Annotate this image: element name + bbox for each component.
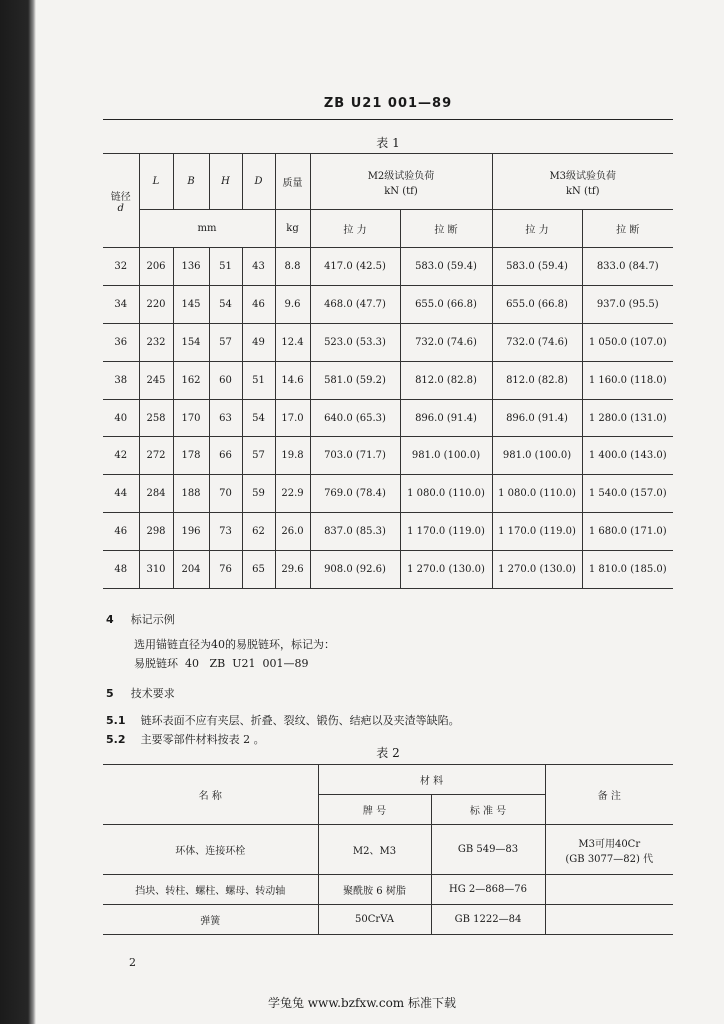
table2-body [103, 825, 673, 935]
table1-cell: 40 [103, 399, 139, 437]
table1-cell: 34 [103, 285, 139, 323]
m2-pull-header: 拉 力 [310, 210, 400, 248]
header-material: 材 料 [318, 765, 545, 795]
page-number: 2 [129, 956, 136, 969]
m2-break-header: 拉 断 [400, 210, 492, 248]
table1-cell: 1 270.0 (130.0) [492, 551, 582, 589]
section-5-2-number: 5.2 [106, 733, 126, 746]
section-5-1 [106, 709, 460, 728]
table2-cell-remark [545, 905, 673, 935]
header-standard: 标 准 号 [431, 795, 545, 825]
header-H: H [209, 154, 242, 210]
section-5-title: 技术要求 [130, 687, 175, 700]
table1-row [103, 513, 673, 551]
table1-cell: 44 [103, 475, 139, 513]
table1-cell: 154 [173, 323, 209, 361]
table1-cell: 981.0 (100.0) [492, 437, 582, 475]
table1-cell: 640.0 (65.3) [310, 399, 400, 437]
section-4-heading [106, 608, 175, 627]
m3-break-header: 拉 断 [582, 210, 673, 248]
footer-watermark: 学兔兔 www.bzfxw.com 标准下载 [267, 996, 457, 1010]
header-m3 [492, 154, 673, 210]
table2-cell-standard: GB 1222—84 [431, 905, 545, 935]
table1-cell: 46 [103, 513, 139, 551]
table1-row [103, 551, 673, 589]
section-5-number: 5 [106, 687, 114, 700]
table1-cell: 204 [173, 551, 209, 589]
table1-cell: 220 [139, 285, 173, 323]
table1-cell: 732.0 (74.6) [492, 323, 582, 361]
table-2 [103, 764, 673, 935]
table1-cell: 57 [209, 323, 242, 361]
table1-cell: 73 [209, 513, 242, 551]
table2-cell-standard: HG 2—868—76 [431, 875, 545, 905]
header-rule [103, 119, 673, 120]
table1-cell: 59 [242, 475, 275, 513]
table2-header-row-1 [103, 765, 673, 795]
header-m3-title: M3级试验负荷 [549, 170, 617, 182]
table2-remark-line: M3可用40Cr [578, 838, 641, 850]
table1-cell: 581.0 (59.2) [310, 361, 400, 399]
table2-cell-standard: GB 549—83 [431, 825, 545, 875]
table2-cell-remark [545, 825, 673, 875]
header-chain-dia [103, 154, 139, 248]
table1-cell: 51 [242, 361, 275, 399]
table1-cell: 896.0 (91.4) [492, 399, 582, 437]
table1-cell: 54 [209, 285, 242, 323]
section-5-1-text: 链环表面不应有夹层、折叠、裂纹、锻伤、结疤以及夹渣等缺陷。 [140, 714, 460, 727]
table1-cell: 468.0 (47.7) [310, 285, 400, 323]
table1-cell: 232 [139, 323, 173, 361]
table1-cell: 36 [103, 323, 139, 361]
header-m3-unit: kN (tf) [565, 185, 600, 197]
table1-cell: 284 [139, 475, 173, 513]
table1-cell: 1 280.0 (131.0) [582, 399, 673, 437]
table1-cell: 583.0 (59.4) [400, 248, 492, 286]
header-m2 [310, 154, 492, 210]
table1-cell: 523.0 (53.3) [310, 323, 400, 361]
table1-cell: 66 [209, 437, 242, 475]
table1-cell: 298 [139, 513, 173, 551]
table2-remark-line: (GB 3077—82) 代 [565, 853, 654, 865]
header-m2-title: M2级试验负荷 [367, 170, 435, 182]
table1-cell: 178 [173, 437, 209, 475]
table1-cell: 38 [103, 361, 139, 399]
table2-cell-name: 弹簧 [103, 905, 318, 935]
table1-cell: 19.8 [275, 437, 310, 475]
table1-cell: 9.6 [275, 285, 310, 323]
table1-cell: 258 [139, 399, 173, 437]
table1-cell: 937.0 (95.5) [582, 285, 673, 323]
table2-cell-name: 挡块、转柱、螺柱、螺母、转动轴 [103, 875, 318, 905]
table1-cell: 310 [139, 551, 173, 589]
table1-cell: 14.6 [275, 361, 310, 399]
table1-body [103, 248, 673, 589]
table1-caption: 表 1 [376, 136, 400, 150]
table1-cell: 1 540.0 (157.0) [582, 475, 673, 513]
table1-cell: 65 [242, 551, 275, 589]
section-4-title: 标记示例 [130, 613, 175, 626]
table1-cell: 42 [103, 437, 139, 475]
table2-cell-name: 环体、连接环栓 [103, 825, 318, 875]
table1-cell: 63 [209, 399, 242, 437]
section-4-line-2: 易脱链环 40 ZB U21 001—89 [134, 657, 309, 670]
table2-row [103, 825, 673, 875]
table1-cell: 62 [242, 513, 275, 551]
table1-cell: 1 680.0 (171.0) [582, 513, 673, 551]
table2-row [103, 905, 673, 935]
header-L: L [139, 154, 173, 210]
table2-cell-remark [545, 875, 673, 905]
table2-cell-grade: M2、M3 [318, 825, 431, 875]
header-name: 名 称 [103, 765, 318, 825]
section-4-line-1: 选用锚链直径为40的易脱链环，标记为： [134, 638, 335, 651]
table1-cell: 812.0 (82.8) [400, 361, 492, 399]
table1-row [103, 399, 673, 437]
table1-cell: 1 050.0 (107.0) [582, 323, 673, 361]
table1-cell: 206 [139, 248, 173, 286]
table1-cell: 1 400.0 (143.0) [582, 437, 673, 475]
table1-cell: 245 [139, 361, 173, 399]
table1-cell: 46 [242, 285, 275, 323]
table1-cell: 76 [209, 551, 242, 589]
table1-cell: 583.0 (59.4) [492, 248, 582, 286]
table1-header-row [103, 154, 673, 210]
table1-cell: 57 [242, 437, 275, 475]
header-m2-unit: kN (tf) [384, 185, 418, 197]
table1-cell: 162 [173, 361, 209, 399]
table1-cell: 48 [103, 551, 139, 589]
table1-row [103, 361, 673, 399]
table1-cell: 145 [173, 285, 209, 323]
table1-row [103, 285, 673, 323]
table-1 [103, 153, 673, 589]
table1-cell: 837.0 (85.3) [310, 513, 400, 551]
section-4-number: 4 [106, 613, 114, 626]
table1-cell: 49 [242, 323, 275, 361]
unit-kg: kg [275, 210, 310, 248]
table1-cell: 8.8 [275, 248, 310, 286]
table1-cell: 655.0 (66.8) [400, 285, 492, 323]
table1-cell: 896.0 (91.4) [400, 399, 492, 437]
page-header: ZB U21 001—89 [323, 96, 453, 111]
scan-binding-edge [0, 0, 36, 1024]
table1-row [103, 323, 673, 361]
table2-caption: 表 2 [376, 746, 400, 760]
table1-cell: 26.0 [275, 513, 310, 551]
table1-cell: 170 [173, 399, 209, 437]
section-5-heading [106, 682, 175, 701]
table1-cell: 769.0 (78.4) [310, 475, 400, 513]
table1-row [103, 475, 673, 513]
table1-cell: 54 [242, 399, 275, 437]
table1-cell: 43 [242, 248, 275, 286]
section-5-2-text: 主要零部件材料按表 2 。 [140, 733, 265, 746]
table1-cell: 136 [173, 248, 209, 286]
table1-row [103, 248, 673, 286]
table1-cell: 732.0 (74.6) [400, 323, 492, 361]
header-remark: 备 注 [545, 765, 673, 825]
table2-row [103, 875, 673, 905]
table2-cell-grade: 聚酰胺 6 树脂 [318, 875, 431, 905]
table1-cell: 908.0 (92.6) [310, 551, 400, 589]
table1-cell: 1 170.0 (119.0) [492, 513, 582, 551]
table1-cell: 17.0 [275, 399, 310, 437]
table2-cell-grade: 50CrVA [318, 905, 431, 935]
header-chain-dia-label: 链径 [110, 191, 131, 203]
table1-cell: 70 [209, 475, 242, 513]
table1-cell: 12.4 [275, 323, 310, 361]
section-5-1-number: 5.1 [106, 714, 126, 727]
table1-cell: 1 270.0 (130.0) [400, 551, 492, 589]
table1-cell: 1 160.0 (118.0) [582, 361, 673, 399]
table1-cell: 22.9 [275, 475, 310, 513]
table1-cell: 1 080.0 (110.0) [400, 475, 492, 513]
table1-cell: 32 [103, 248, 139, 286]
m3-pull-header: 拉 力 [492, 210, 582, 248]
table1-row [103, 437, 673, 475]
header-D: D [242, 154, 275, 210]
table1-cell: 812.0 (82.8) [492, 361, 582, 399]
table1-cell: 188 [173, 475, 209, 513]
table1-cell: 196 [173, 513, 209, 551]
table1-cell: 655.0 (66.8) [492, 285, 582, 323]
unit-mm: mm [139, 210, 275, 248]
header-grade: 牌 号 [318, 795, 431, 825]
table1-cell: 1 810.0 (185.0) [582, 551, 673, 589]
table1-cell: 272 [139, 437, 173, 475]
table1-cell: 60 [209, 361, 242, 399]
table1-cell: 51 [209, 248, 242, 286]
table1-unit-row [103, 210, 673, 248]
table1-cell: 29.6 [275, 551, 310, 589]
header-mass: 质量 [275, 154, 310, 210]
table1-cell: 417.0 (42.5) [310, 248, 400, 286]
table1-cell: 1 170.0 (119.0) [400, 513, 492, 551]
table1-cell: 703.0 (71.7) [310, 437, 400, 475]
header-B: B [173, 154, 209, 210]
table1-cell: 833.0 (84.7) [582, 248, 673, 286]
table1-cell: 1 080.0 (110.0) [492, 475, 582, 513]
table1-cell: 981.0 (100.0) [400, 437, 492, 475]
header-chain-dia-symbol: d [117, 202, 124, 214]
